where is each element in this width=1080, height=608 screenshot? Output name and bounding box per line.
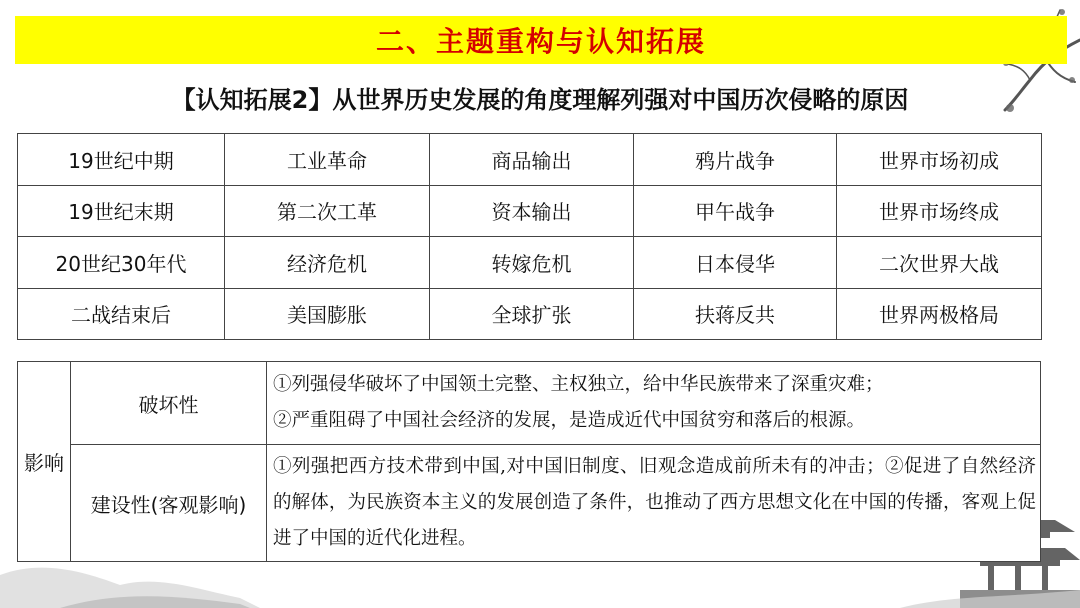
table-row	[18, 237, 1042, 289]
ink-mountain-icon	[0, 568, 260, 608]
world-pattern-cell: 二次世界大战	[837, 237, 1042, 289]
purpose-cell: 转嫁危机	[430, 237, 634, 289]
constructive-label: 建设性(客观影响)	[71, 445, 267, 562]
destructive-description	[267, 362, 1041, 445]
period-cell: 19世纪中期	[18, 134, 225, 186]
background-cell: 美国膨胀	[225, 288, 430, 340]
destructive-label: 破坏性	[71, 362, 267, 445]
background-cell: 工业革命	[225, 134, 430, 186]
period-cell: 19世纪末期	[18, 185, 225, 237]
world-pattern-cell: 世界市场初成	[837, 134, 1042, 186]
background-cell: 第二次工革	[225, 185, 430, 237]
table-row	[18, 185, 1042, 237]
world-pattern-cell: 世界两极格局	[837, 288, 1042, 340]
destructive-line-1: ①列强侵华破坏了中国领土完整、主权独立，给中华民族带来了深重灾难；	[273, 374, 884, 395]
background-cell: 经济危机	[225, 237, 430, 289]
title-banner	[15, 16, 1067, 64]
purpose-cell: 资本输出	[430, 185, 634, 237]
purpose-cell: 商品输出	[430, 134, 634, 186]
event-cell: 日本侵华	[634, 237, 837, 289]
constructive-description: ①列强把西方技术带到中国,对中国旧制度、旧观念造成前所未有的冲击；②促进了自然经济的解体，为民族资本主义的发展创造了条件，也推动了西方思想文化在中国的传播，客观上促进了中国的近代化进程。	[267, 445, 1041, 562]
event-cell: 甲午战争	[634, 185, 837, 237]
period-cell: 20世纪30年代	[18, 237, 225, 289]
table-row	[18, 362, 1041, 445]
destructive-line-2: ②严重阻碍了中国社会经济的发展，是造成近代中国贫穷和落后的根源。	[273, 410, 866, 431]
table-row	[18, 288, 1042, 340]
table-row	[18, 445, 1041, 562]
section-subtitle: 【认知拓展2】从世界历史发展的角度理解列强对中国历次侵略的原因	[171, 86, 909, 114]
event-cell: 扶蒋反共	[634, 288, 837, 340]
impact-label: 影响	[18, 362, 71, 562]
world-pattern-cell: 世界市场终成	[837, 185, 1042, 237]
impact-table	[17, 361, 1041, 562]
table-row	[18, 134, 1042, 186]
period-cell: 二战结束后	[18, 288, 225, 340]
purpose-cell: 全球扩张	[430, 288, 634, 340]
page-title: 二、主题重构与认知拓展	[375, 25, 706, 58]
cause-table	[17, 133, 1042, 340]
event-cell: 鸦片战争	[634, 134, 837, 186]
